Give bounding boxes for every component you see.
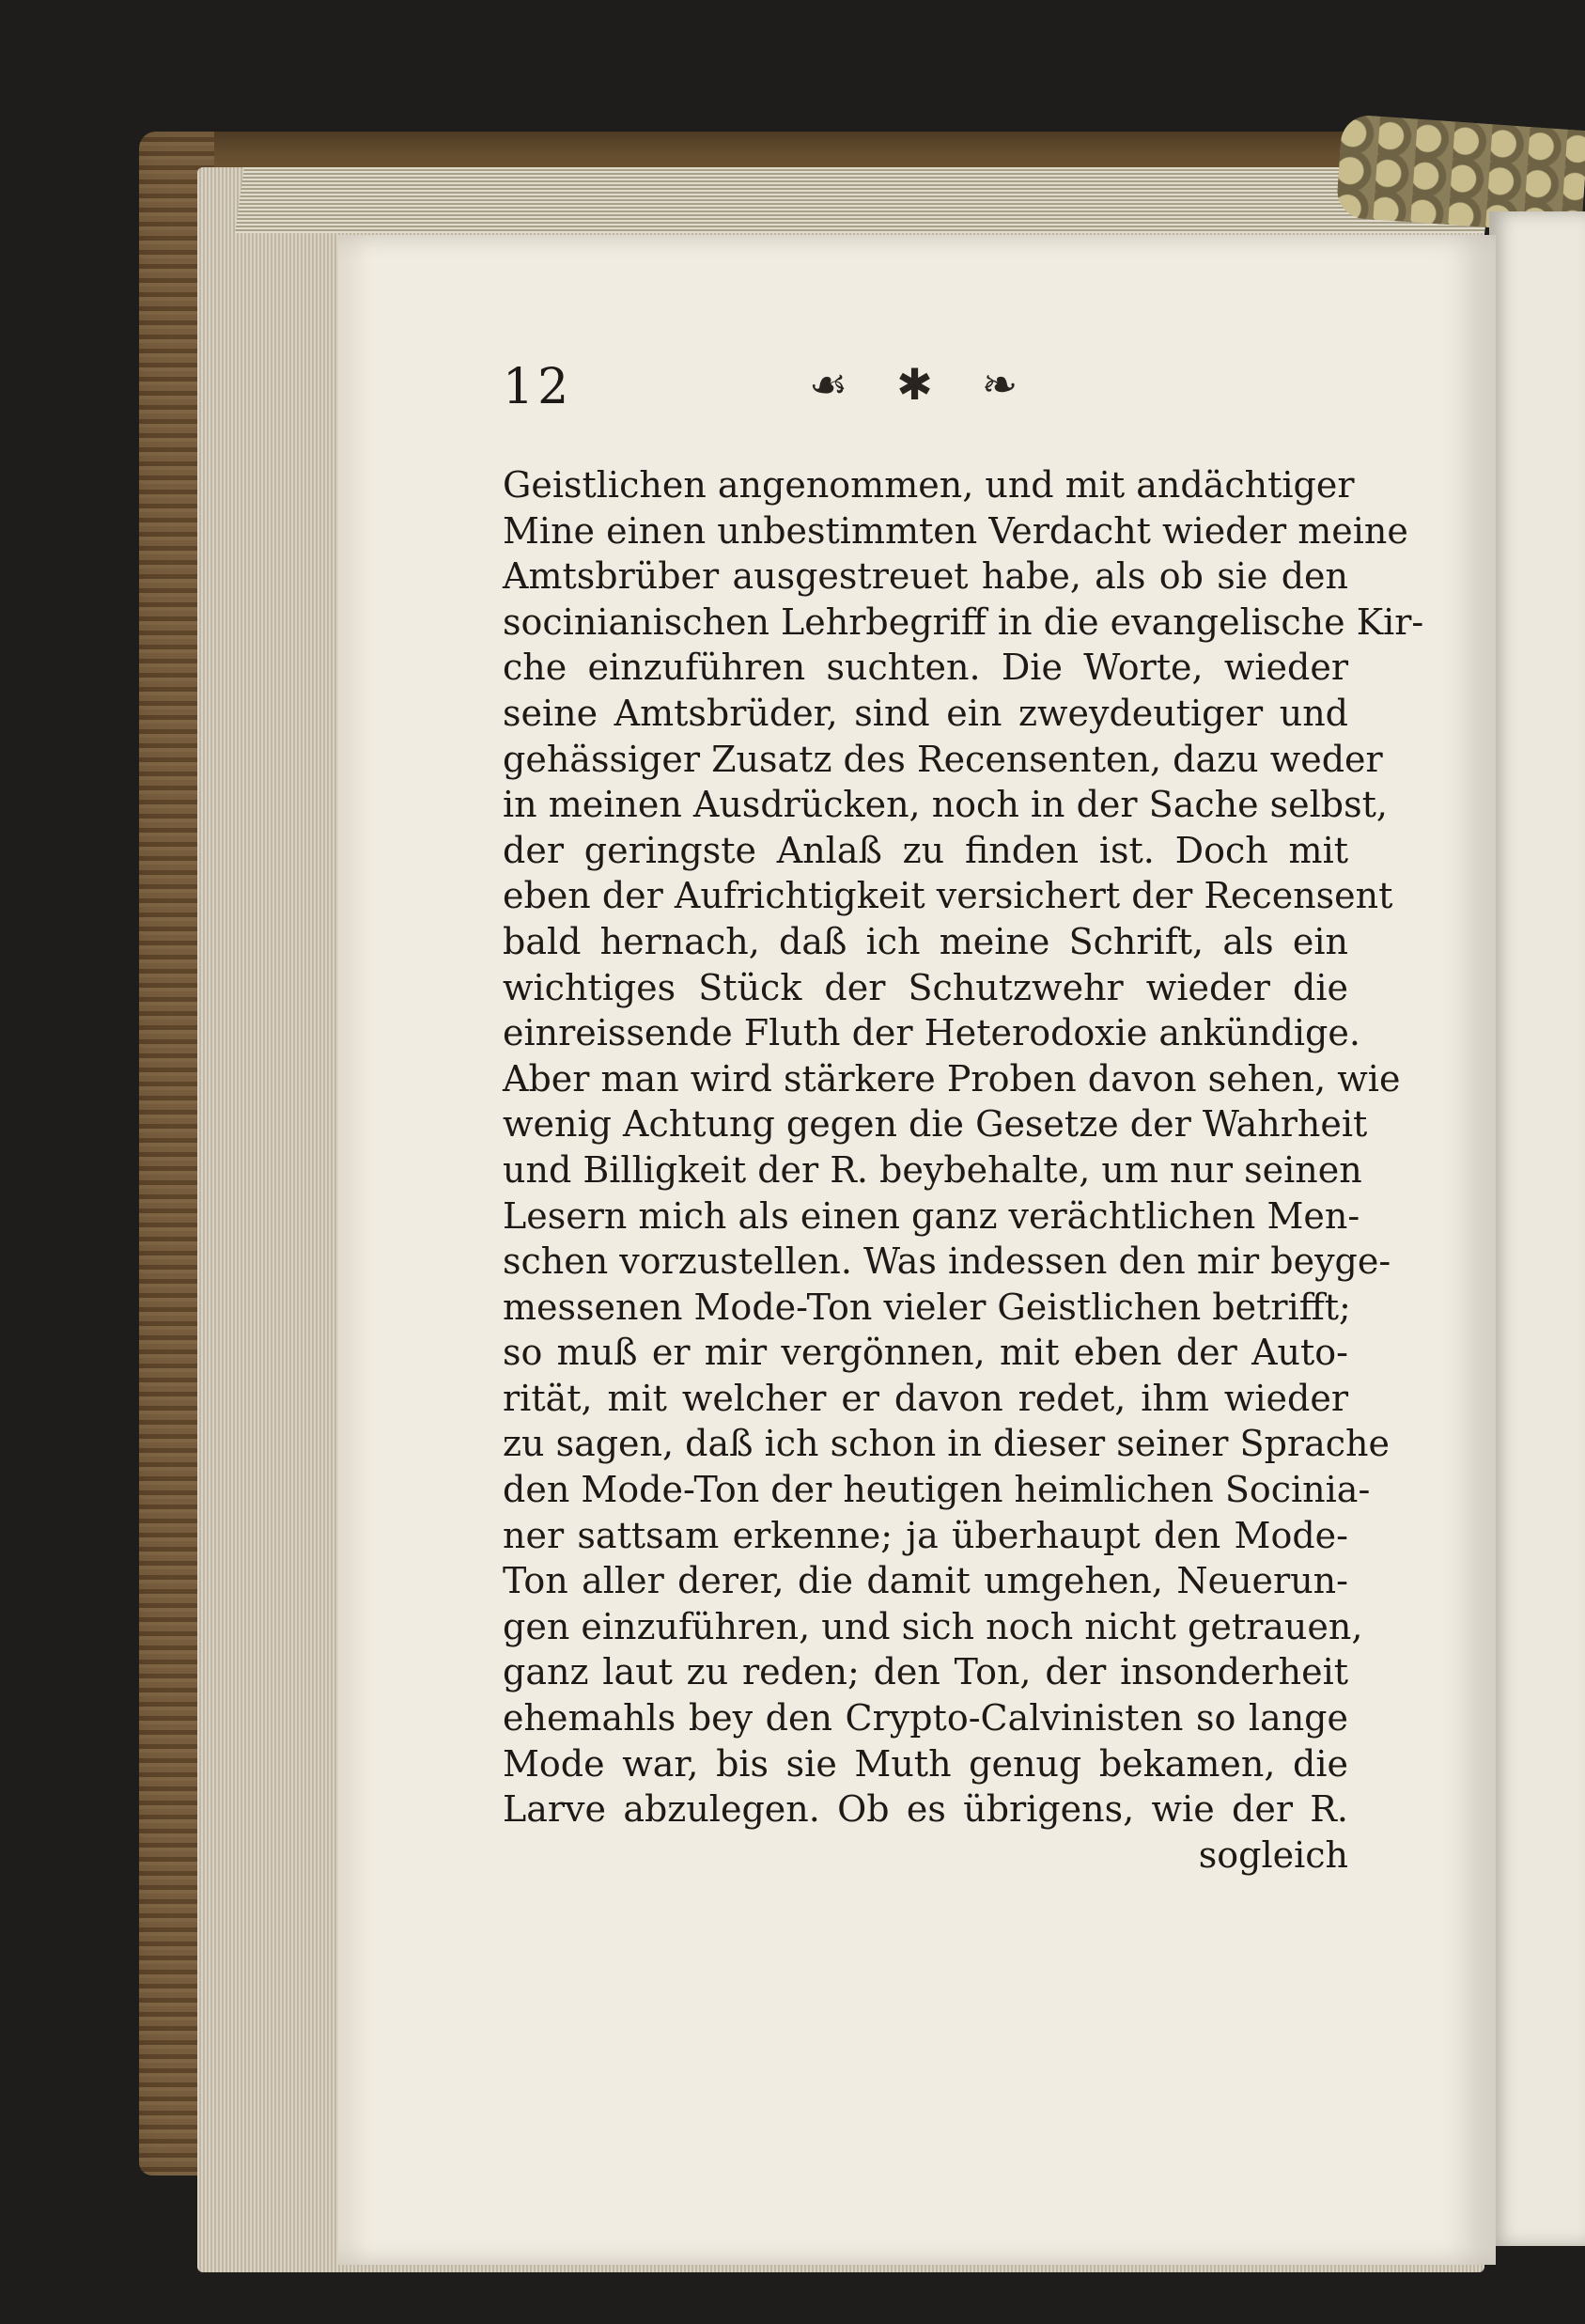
text-line: den Mode-Ton der heutigen heimlichen Socinia-	[503, 1469, 1371, 1511]
text-line: bald hernach, daß ich meine Schrift, als ein	[503, 920, 1348, 962]
text-line: in meinen Ausdrücken, noch in der Sache selbst,	[503, 784, 1388, 826]
text-line: Amtsbrüber ausgestreuet habe, als ob sie den	[503, 555, 1348, 598]
facing-page-edge	[1489, 211, 1585, 2246]
text-line: ner sattsam erkenne; ja überhaupt den Mode-	[503, 1514, 1348, 1556]
text-line: eben der Aufrichtigkeit versichert der Recensent	[503, 875, 1393, 917]
text-line: einreissende Fluth der Heterodoxie ankündige.	[503, 1012, 1360, 1054]
catchword: sogleich	[1198, 1833, 1348, 1876]
text-line: Lesern mich als einen ganz verächtlichen Men-	[503, 1194, 1360, 1237]
body-text	[503, 462, 1424, 1878]
text-line: Larve abzulegen. Ob es übrigens, wie der R.	[503, 1788, 1348, 1831]
ornament-right-icon: ❧	[981, 359, 1018, 410]
ornament-left-icon: ☙	[809, 359, 848, 410]
ornament-center-icon: ✱	[896, 359, 933, 410]
text-line: so muß er mir vergönnen, mit eben der Auto-	[503, 1332, 1348, 1374]
text-line: Mine einen unbestimmten Verdacht wieder meine	[503, 509, 1408, 552]
text-line: wichtiges Stück der Schutzwehr wieder die	[503, 966, 1348, 1008]
text-line: der geringste Anlaß zu finden ist. Doch mit	[503, 829, 1348, 871]
text-line: ganz laut zu reden; den Ton, der insonderheit	[503, 1651, 1348, 1693]
text-line: socinianischen Lehrbegriff in die evangelische Kir-	[503, 600, 1424, 643]
text-line: gen einzuführen, und sich noch nicht getrauen,	[503, 1605, 1363, 1647]
text-line: Geistlichen angenommen, und mit andächtiger	[503, 464, 1355, 506]
page-number: 12	[503, 359, 573, 415]
text-line: messenen Mode-Ton vieler Geistlichen betrifft;	[503, 1286, 1351, 1328]
text-line: ehemahls bey den Crypto-Calvinisten so lange	[503, 1697, 1348, 1739]
text-line: Ton aller derer, die damit umgehen, Neuerun-	[503, 1560, 1348, 1602]
top-page-edges	[235, 167, 1494, 233]
text-line: wenig Achtung gegen die Gesetze der Wahrheit	[503, 1103, 1368, 1146]
text-line: Aber man wird stärkere Proben davon sehen, wie	[503, 1057, 1401, 1100]
text-line: gehässiger Zusatz des Recensenten, dazu weder	[503, 738, 1383, 780]
header-ornament	[785, 359, 1042, 410]
text-line: und Billigkeit der R. beybehalte, um nur seinen	[503, 1148, 1362, 1191]
text-line: che einzuführen suchten. Die Worte, wieder	[503, 647, 1348, 689]
text-line: rität, mit welcher er davon redet, ihm wieder	[503, 1377, 1348, 1419]
text-line: zu sagen, daß ich schon in dieser seiner Sprache	[503, 1423, 1390, 1465]
running-header	[503, 359, 1104, 415]
text-line: seine Amtsbrüder, sind ein zweydeutiger und	[503, 692, 1348, 734]
text-line: schen vorzustellen. Was indessen den mir beyge-	[503, 1240, 1391, 1283]
text-line: Mode war, bis sie Muth genug bekamen, die	[503, 1742, 1348, 1785]
